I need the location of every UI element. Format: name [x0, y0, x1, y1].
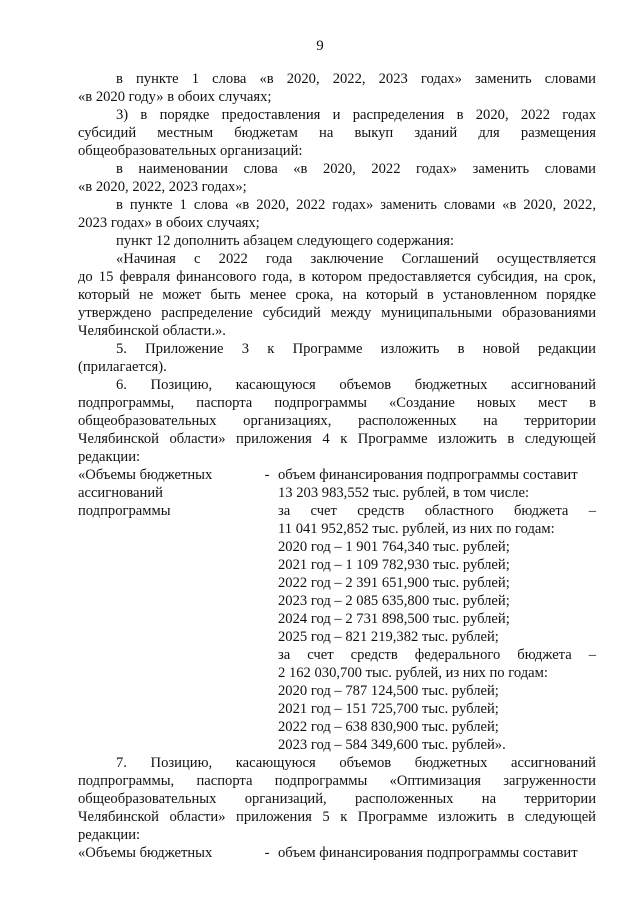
text-line: подпрограммы, паспорта подпрограммы «Оптимизация загруженности: [78, 773, 596, 789]
text-line: «Начиная с 2022 года заключение Соглашений осуществляется: [116, 251, 596, 267]
table-value-line: 2020 год – 1 901 764,340 тыс. рублей;: [278, 539, 510, 555]
text-line: Челябинской области.».: [78, 323, 226, 339]
table-value-line: за счет средств федерального бюджета –: [278, 647, 596, 663]
table-label-line: «Объемы бюджетных: [78, 467, 213, 483]
table-value-line: 2021 год – 1 109 782,930 тыс. рублей;: [278, 557, 510, 573]
document-body: [78, 70, 596, 862]
table-left-cell: [78, 844, 256, 862]
table-dash: -: [264, 845, 270, 861]
table-label-line: ассигнований: [78, 485, 163, 501]
text-line: общеобразовательных организациях, расположенных на территории: [78, 413, 596, 429]
text-line: «в 2020 году» в обоих случаях;: [78, 89, 272, 105]
table-label-line: «Объемы бюджетных: [78, 845, 213, 861]
table-value-line: 2024 год – 2 731 898,500 тыс. рублей;: [278, 611, 510, 627]
text-line: 3) в порядке предоставления и распределения в 2020, 2022 годах: [116, 107, 596, 123]
table-value-line: 2022 год – 2 391 651,900 тыс. рублей;: [278, 575, 510, 591]
text-line: (прилагается).: [78, 359, 167, 375]
table-dash: -: [264, 467, 270, 483]
table-label-line: подпрограммы: [78, 503, 171, 519]
page-number: 9: [316, 38, 324, 54]
table-value-line: объем финансирования подпрограммы составит: [278, 845, 578, 861]
text-line: в наименовании слова «в 2020, 2022 годах» заменить словами: [116, 161, 596, 177]
table-right-cell: [278, 844, 596, 862]
text-line: «в 2020, 2022, 2023 годах»;: [78, 179, 247, 195]
table-value-line: 2023 год – 2 085 635,800 тыс. рублей;: [278, 593, 510, 609]
text-line: 6. Позицию, касающуюся объемов бюджетных ассигнований: [116, 377, 596, 393]
text-line: 2023 годах» в обоих случаях;: [78, 215, 260, 231]
table-value-line: 2022 год – 638 830,900 тыс. рублей;: [278, 719, 499, 735]
text-line: подпрограммы, паспорта подпрограммы «Создание новых мест в: [78, 395, 596, 411]
table-value-line: 2020 год – 787 124,500 тыс. рублей;: [278, 683, 499, 699]
text-line: утверждено распределение субсидий между муниципальными образованиями: [78, 305, 596, 321]
text-line: Челябинской области» приложения 5 к Программе изложить в следующей: [78, 809, 596, 825]
table-value-line: 11 041 952,852 тыс. рублей, из них по годам:: [278, 521, 555, 537]
table-value-line: за счет средств областного бюджета –: [278, 503, 596, 519]
text-line: в пункте 1 слова «в 2020, 2022, 2023 годах» заменить словами: [116, 71, 596, 87]
text-line: 7. Позицию, касающуюся объемов бюджетных ассигнований: [116, 755, 596, 771]
table-right-cell: [278, 466, 596, 754]
text-line: 5. Приложение 3 к Программе изложить в новой редакции: [116, 341, 596, 357]
text-line: пункт 12 дополнить абзацем следующего содержания:: [116, 233, 455, 249]
table-value-line: 2 162 030,700 тыс. рублей, из них по годам:: [278, 665, 548, 681]
text-line: до 15 февраля финансового года, в котором предоставляется субсидия, на срок,: [78, 269, 596, 285]
text-line: общеобразовательных организаций:: [78, 143, 303, 159]
budget-table-subprogram-4: [78, 466, 596, 754]
table-value-line: 2023 год – 584 349,600 тыс. рублей».: [278, 737, 506, 753]
budget-table-subprogram-5: [78, 844, 596, 862]
text-line: в пункте 1 слова «в 2020, 2022 годах» заменить словами «в 2020, 2022,: [116, 197, 596, 213]
table-value-line: 2021 год – 151 725,700 тыс. рублей;: [278, 701, 499, 717]
text-line: субсидий местным бюджетам на выкуп зданий для размещения: [78, 125, 596, 141]
table-left-cell: [78, 466, 256, 754]
text-line: редакции:: [78, 449, 141, 465]
text-line: редакции:: [78, 827, 141, 843]
text-line: который не может быть менее срока, на который в установленном порядке: [78, 287, 596, 303]
text-line: Челябинской области» приложения 4 к Программе изложить в следующей: [78, 431, 596, 447]
table-value-line: 13 203 983,552 тыс. рублей, в том числе:: [278, 485, 530, 501]
table-value-line: 2025 год – 821 219,382 тыс. рублей;: [278, 629, 499, 645]
text-line: общеобразовательных организаций, расположенных на территории: [78, 791, 596, 807]
table-value-line: объем финансирования подпрограммы составит: [278, 467, 578, 483]
